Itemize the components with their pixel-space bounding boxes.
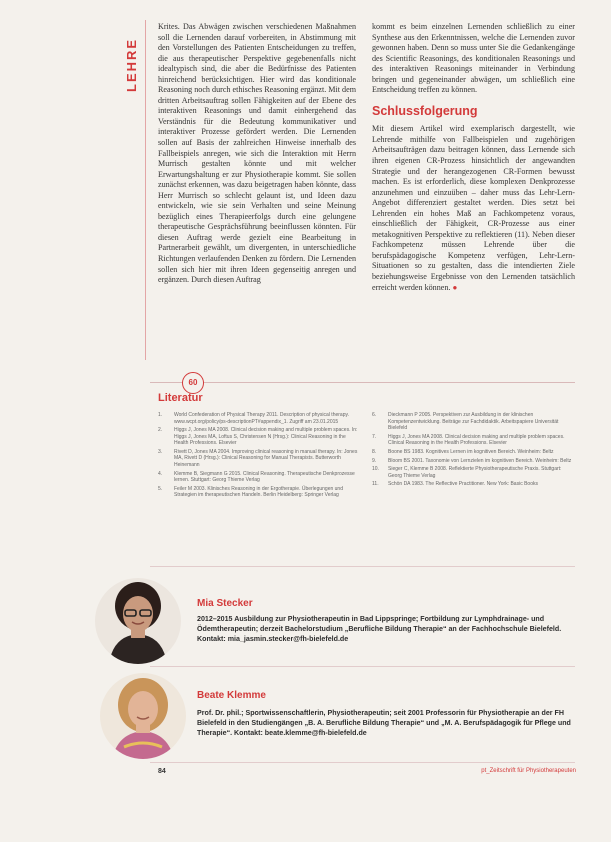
author-bio: Prof. Dr. phil.; Sportwissenschaftlerin, Physiotherapeutin; seit 2001 Professorin für Physiotherapie an der FH Bielefeld in den Studiengängen „B. A. Berufliche Bildung Therapie“ und „M. A. Berufspädagogik für Pflege und Therapie“. Kontakt: beate.klemme@fh-bielefeld.de	[197, 709, 571, 737]
literature-item: 10. Sieger C, Klemme B 2008. Reflektierte Physiotherapeutische Praxis. Stuttgart: Georg Thieme Verlag	[372, 466, 562, 479]
conclusion-heading: Schlussfolgerung	[372, 103, 478, 118]
conclusion-text: Mit diesem Artikel wird exemplarisch dargestellt, wie Lehrende mithilfe von Fallbeispielen und zugehörigen Arbeitsaufträgen dazu beitragen können, dass Lernende sich ihren eigenen CR-Prozess hinsichtlich der angewandten Strategie und der herangezogenen CR-Formen bewusst machen. Es ist erforderlich, diese komplexen Denkprozesse anzunehmen und einzuüben – daher muss das Lehr-Lern-Angebot differenziert gestaltet werden. Dies setzt bei Lehrenden ein hohes Maß an Fachkompetenz voraus, einschließlich der Fähigkeit, CR-Prozesse aus einer metakognitiven Perspektive zu reflektieren (11). Neben dieser Fachkompetenz müssen Lehrende über die berufspädagogische Kompetenz verfügen, Lehr-Lern-Situationen so zu gestalten, dass die intendierten Ziele beziehungsweise Ergebnisse von den Lernenden tatsächlich erreicht werden können.	[372, 124, 575, 292]
magazine-footer: pt_Zeitschrift für Physiotherapeuten	[481, 768, 576, 774]
divider-line	[150, 566, 575, 567]
portrait-icon	[100, 673, 186, 759]
article-column-left	[158, 22, 356, 286]
author-bio: 2012–2015 Ausbildung zur Physiotherapeutin in Bad Lippspringe; Fortbildung zur Lymphdrainage- und Ödemtherapeutin; derzeit Bachelorstudium „Berufliche Bildung Therapie“ an der Fachhochschule Bielefeld. Kontakt: mia_jasmin.stecker@fh-bielefeld.de	[197, 615, 562, 643]
literature-item: 6. Dieckmann P 2005. Perspektiven zur Ausbildung in der klinischen Kompetenzentwicklung. Beiträge zur Fachdidaktik. Arbeitspapiere Universität Bielefeld	[372, 412, 559, 431]
divider-line	[150, 382, 575, 383]
literature-item: 8. Boone BS 1983. Kognitives Lernen im kognitiven Bereich. Weinheim: Beltz	[372, 448, 554, 455]
literature-item: 5. Feiler M 2003. Klinisches Reasoning in der Ergotherapie. Überlegungen und Strategien im therapeutischen Handeln. Berlin Heidelberg: Springer Verlag	[158, 485, 343, 499]
end-mark-icon: ●	[452, 282, 458, 292]
author-name: Beate Klemme	[197, 690, 266, 701]
literature-list-left	[158, 412, 358, 501]
section-label: LEHRE	[124, 37, 139, 92]
author-photo-beate-klemme	[100, 673, 186, 759]
article-column-right	[372, 22, 575, 293]
divider-line	[150, 762, 575, 763]
literature-list-right	[372, 412, 575, 490]
page-number: 84	[158, 768, 166, 775]
literature-heading: Literatur	[158, 392, 203, 404]
literature-item: 2. Higgs J, Jones MA 2008. Clinical decision making and multiple problem spaces. In: Higgs J, Jones MA, Loftus S, Christensen N (Hrsg.): Clinical Reasoning in the Health Professions. Elsevier	[158, 427, 358, 447]
author-name: Mia Stecker	[197, 598, 253, 609]
section-divider	[145, 20, 146, 360]
article-paragraph: kommt es beim einzelnen Lernenden schließlich zu einer Synthese aus den Erkenntnissen, welche die Lernenden zuvor gewonnen haben. Denn so muss unter Sie die Gedankengänge des Scientific Reasonings, des konditionalen Reasonings und des interaktiven Reasonings miteinander in Verbindung bringen und gegeneinander abwägen, um schließlich eine Entscheidung treffen zu können.	[372, 22, 575, 95]
literature-item: 1. World Confederation of Physical Therapy 2011. Description of physical therapy. www.wcpt.org/policy/ps-descriptionPT#appendix_1. Zugriff am 23.01.2015	[158, 412, 349, 425]
literature-item: 9. Bloom BS 2001. Taxonomie von Lernzielen im kognitiven Bereich. Weinheim: Beltz	[372, 457, 572, 464]
literature-item: 11. Schön DA 1983. The Reflective Practitioner. New York: Basic Books	[372, 481, 538, 488]
literature-item: 3. Rivett D, Jones MA 2004. Improving clinical reasoning in manual therapy. In: Jones MA, Rivett D (Hrsg.): Clinical Reasoning for Manual Therapists. Butterworth Heinemann	[158, 448, 358, 468]
literature-item: 7. Higgs J, Jones MA 2008. Clinical decision making and multiple problem spaces. Clinical Reasoning in the Health Professions. Elsevier	[372, 433, 565, 447]
page-badge: 60	[182, 372, 204, 394]
literature-item: 4. Klemme B, Siegmann G 2015. Clinical Reasoning. Therapeutische Denkprozesse lernen. Stuttgart: Georg Thieme Verlag	[158, 470, 355, 484]
author-photo-mia-stecker	[95, 578, 181, 664]
conclusion-paragraph	[372, 124, 575, 293]
article-paragraph: Krites. Das Abwägen zwischen verschiedenen Maßnahmen soll die Lernenden darauf vorbereiten, in Abstimmung mit den Vorstellungen des Patienten Entscheidungen zu treffen, die aus therapeutischer Perspektive gegebenenfalls nicht idealtypisch sind, die aber die Bedürfnisse des Patienten hinreichend berücksichtigen. Hier wird das konditionale Reasoning noch durch ethisches Reasoning ergänzt. Mit dem dritten Arbeitsauftrag sollen Fähigkeiten auf der Ebene des interaktiven Reasonings und damit einhergehend das Verständnis für die Bedeutung kommunikativer und interaktiver Prozesse gefördert werden. Die Lernenden sollen auf Basis der zahlreichen Hinweise innerhalb des Fallbeispiels anregen, wie sich die Interaktion mit Herrn Murrisch gestalten könnte und mit welcher Erwartungshaltung er zur Physiotherapie kommt. Sie sollen zunächst erkennen, was dazu beigetragen haben könnte, dass Herr Murrisch so schlecht gelaunt ist, und Ideen dazu entwickeln, wie sie sein Verhalten und seine Meinung bezüglich eines Therapieerfolgs durch eine gelungene therapeutische Gesprächsführung beeinflussen könnten. Für diesen Auftrag werde gezielt eine Bearbeitung in Partnerarbeit gewählt, um divergenten, in unterschiedliche Richtungen verlaufenden Denken zu fördern. Die Lernenden sollen sich hier mit ihren Ideen gegenseitig anregen und ergänzen. Durch diesen Auftrag	[158, 22, 356, 285]
divider-line	[150, 666, 575, 667]
portrait-icon	[95, 578, 181, 664]
